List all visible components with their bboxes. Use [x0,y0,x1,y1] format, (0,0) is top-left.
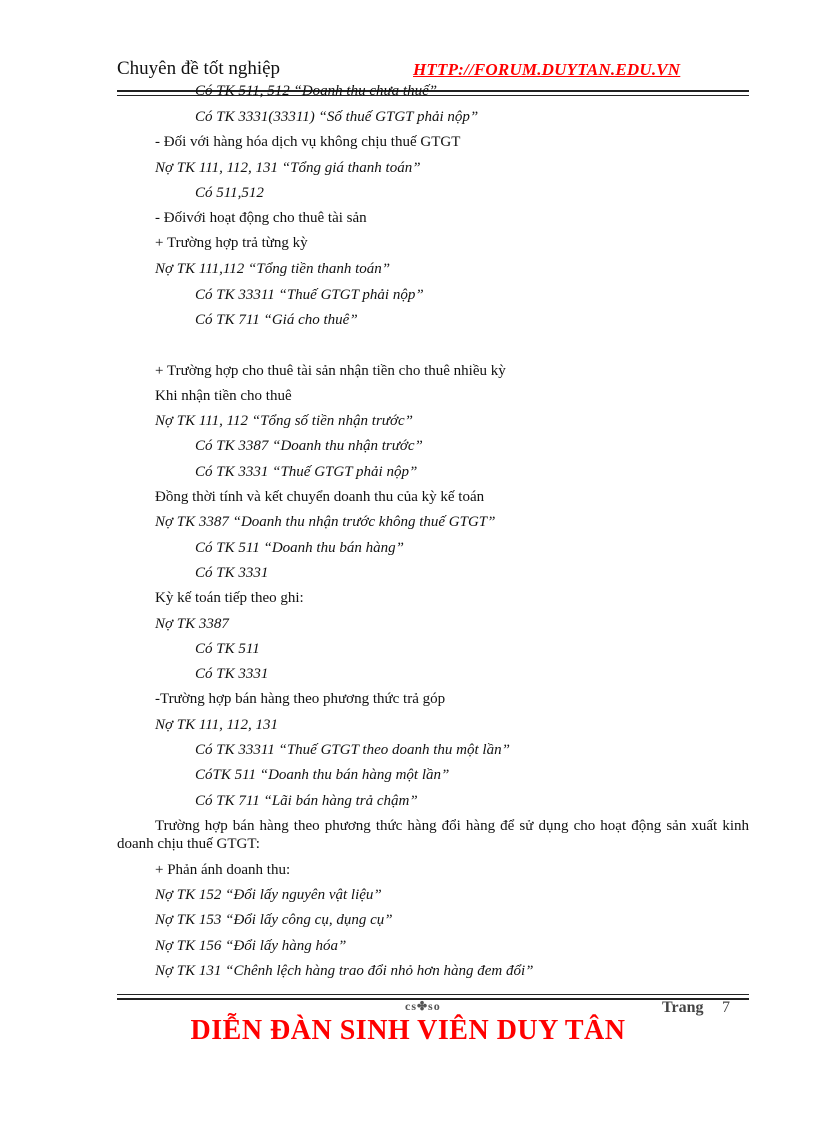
entry-line: Có TK 3331 [195,666,269,682]
paragraph: Trường hợp bán hàng theo phương thức hàng đổi hàng để sử dụng cho hoạt động sản xuất kinh doanh chịu thuế GTGT: [117,818,749,852]
entry-line: Nợ TK 111,112 “Tổng tiền thanh toán” [155,261,391,277]
text-line: + Phản ánh doanh thu: [155,862,291,878]
entry-line: Nợ TK 111, 112, 131 [155,717,279,733]
forum-url-link[interactable]: HTTP://FORUM.DUYTAN.EDU.VN [413,60,681,79]
forum-banner: DIỄN ĐÀN SINH VIÊN DUY TÂN [190,1015,626,1046]
text-line: + Trường hợp trả từng kỳ [155,235,308,251]
entry-line: Có TK 3387 “Doanh thu nhận trước” [195,438,423,454]
text-line: Khi nhận tiền cho thuê [155,388,292,404]
entry-line: Có 511,512 [195,185,264,201]
entry-line: CóTK 511 “Doanh thu bán hàng một lần” [195,767,450,783]
entry-line: Có TK 511 [195,641,260,657]
entry-line: Nợ TK 131 “Chênh lệch hàng trao đổi nhỏ hơn hàng đem đổi” [155,963,534,979]
entry-line: Có TK 3331(33311) “Số thuế GTGT phải nộp” [195,109,479,125]
entry-line: Nợ TK 3387 “Doanh thu nhận trước không thuế GTGT” [155,514,496,530]
entry-line: Nợ TK 152 “Đổi lấy nguyên vật liệu” [155,887,382,903]
text-line: + Trường hợp cho thuê tài sản nhận tiền cho thuê nhiều kỳ [155,363,506,379]
entry-line: Có TK 3331 “Thuế GTGT phải nộp” [195,464,418,480]
entry-line: Có TK 711 “Lãi bán hàng trả chậm” [195,793,418,809]
text-line: -Trường hợp bán hàng theo phương thức trả góp [155,691,446,707]
entry-line: Nợ TK 3387 [155,616,229,632]
text-line: Kỳ kế toán tiếp theo ghi: [155,590,304,606]
entry-line: Có TK 511, 512 “Doanh thu chưa thuế” [195,83,438,99]
entry-line: Có TK 511 “Doanh thu bán hàng” [195,540,404,556]
page-number: 7 [722,999,730,1016]
text-line: - Đối với hàng hóa dịch vụ không chịu thuế GTGT [155,134,461,150]
entry-line: Có TK 33311 “Thuế GTGT phải nộp” [195,287,424,303]
text-line: Đồng thời tính và kết chuyển doanh thu của kỳ kế toán [155,489,485,505]
entry-line: Nợ TK 156 “Đổi lấy hàng hóa” [155,938,347,954]
entry-line: Có TK 3331 [195,565,269,581]
footer-rule-thin [117,994,749,995]
document-header-title: Chuyên đề tốt nghiệp [117,58,281,79]
entry-line: Nợ TK 111, 112 “Tổng số tiền nhận trước” [155,413,413,429]
page-label: Trang [662,999,704,1016]
footer-ornament: cs✤so [405,999,441,1013]
entry-line: Có TK 33311 “Thuế GTGT theo doanh thu một lần” [195,742,510,758]
text-line: - Đốivới hoạt động cho thuê tài sản [155,210,367,226]
entry-line: Nợ TK 153 “Đổi lấy công cụ, dụng cụ” [155,912,393,928]
entry-line: Nợ TK 111, 112, 131 “Tổng giá thanh toán” [155,160,421,176]
entry-line: Có TK 711 “Giá cho thuê” [195,312,358,328]
